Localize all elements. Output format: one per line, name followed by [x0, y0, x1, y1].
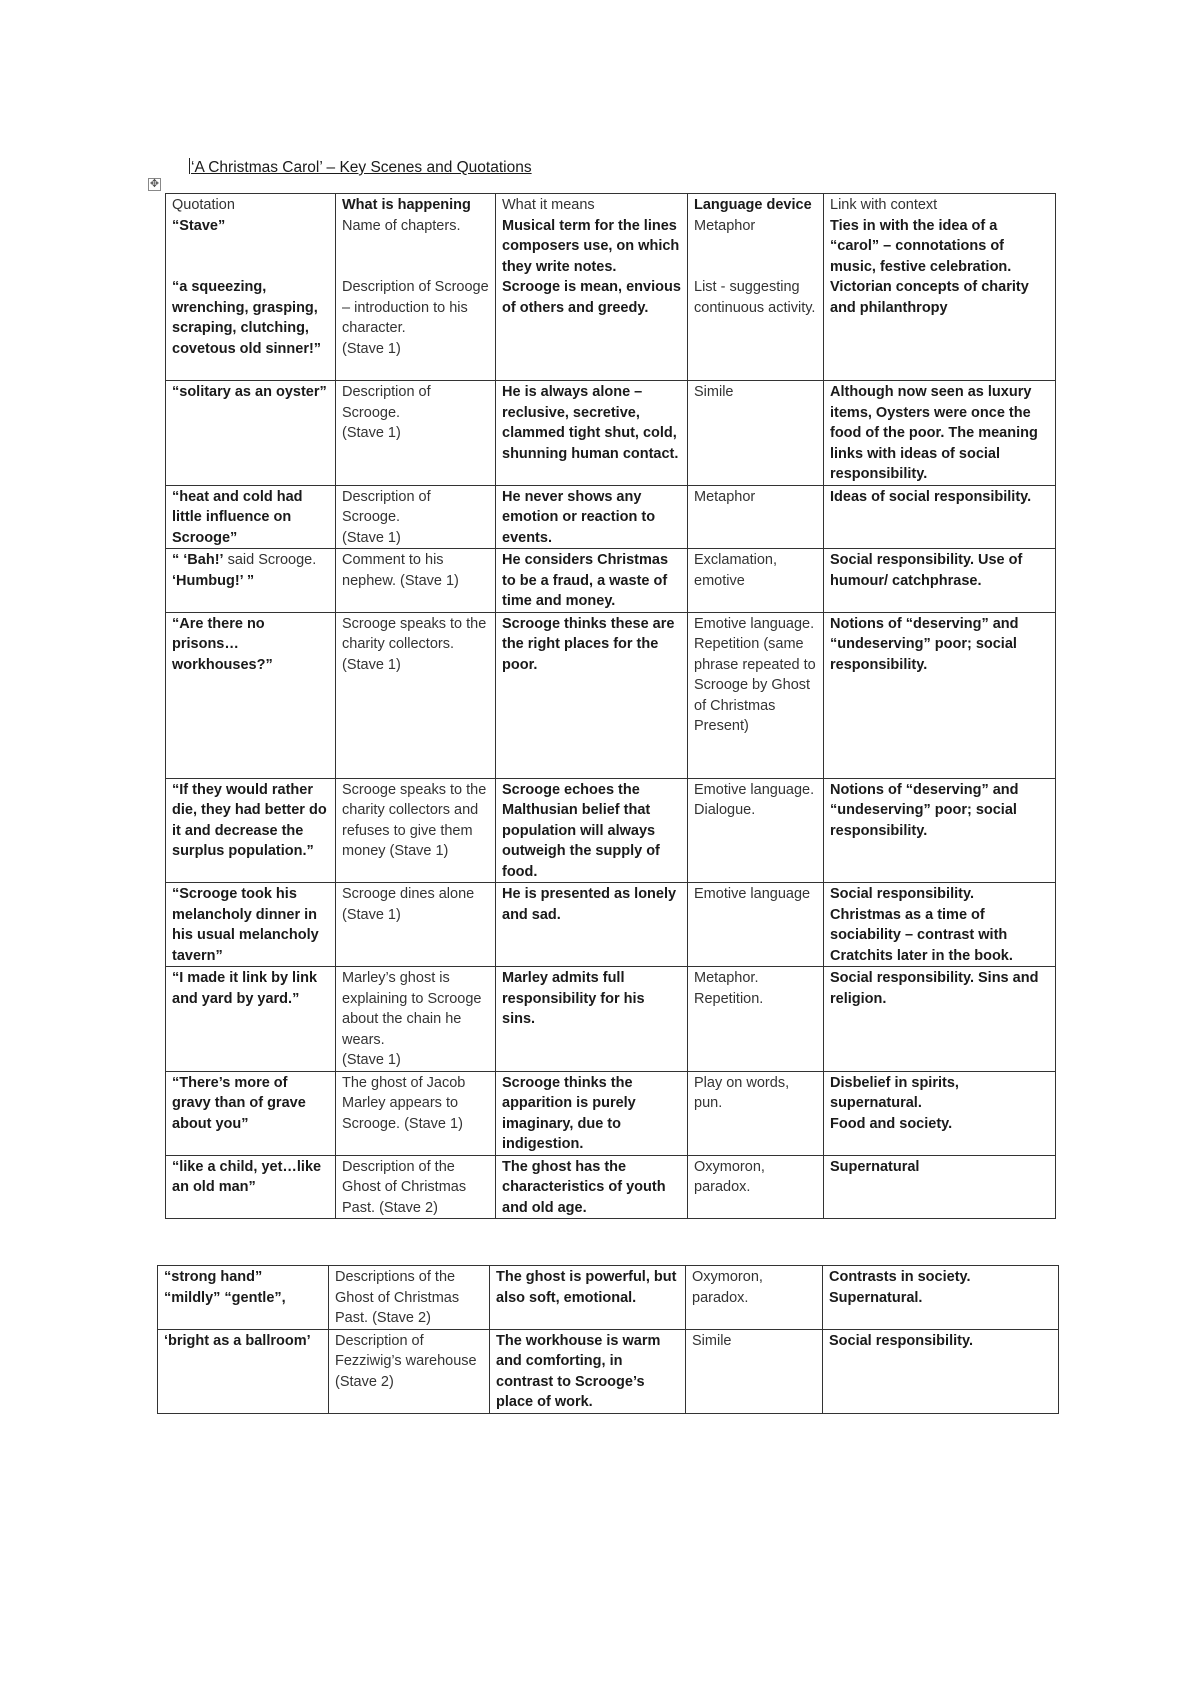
cell-what-it-means[interactable]	[496, 381, 688, 486]
cell-link-with-context[interactable]	[824, 381, 1056, 486]
cell-text-part: What is happening	[342, 197, 471, 213]
cell-text-part: Metaphor List - suggesting continuous activity.	[694, 217, 816, 316]
table-row	[158, 1266, 1059, 1330]
cell-link-with-context[interactable]	[824, 194, 1056, 381]
cell-text: Emotive language	[694, 886, 811, 902]
cell-quotation[interactable]	[158, 1329, 329, 1413]
cell-text-part: Musical term for the lines composers use, on which they write notes. Scrooge is mean, envious of others and greedy.	[502, 217, 681, 316]
cell-text: Social responsibility. Christmas as a time of sociability – contrast with Cratchits later in the book.	[830, 886, 1013, 964]
table-row	[166, 612, 1056, 778]
cell-text: Ideas of social responsibility.	[830, 488, 1032, 505]
cell-language-device[interactable]	[688, 778, 824, 883]
cell-text: “I made it link by link and yard by yard.”	[172, 970, 322, 1007]
cell-text: Social responsibility.	[829, 1332, 973, 1349]
cell-text: Social responsibility. Use of humour/ catchphrase.	[830, 552, 1027, 589]
cell-text: Marley’s ghost is explaining to Scrooge about the chain he wears. (Stave 1)	[342, 970, 482, 1068]
cell-what-it-means[interactable]	[496, 778, 688, 883]
cell-link-with-context[interactable]	[824, 883, 1056, 967]
cell-language-device[interactable]	[688, 1155, 824, 1219]
cell-text: Description of Scrooge. (Stave 1)	[342, 384, 431, 441]
text-cursor	[189, 158, 190, 174]
cell-text: Metaphor	[694, 488, 756, 505]
cell-text: “Are there no prisons… workhouses?”	[172, 615, 273, 673]
cell-text: Simile	[694, 384, 734, 400]
cell-link-with-context[interactable]	[824, 1155, 1056, 1219]
cell-what-is-happening[interactable]	[336, 381, 496, 486]
cell-quotation[interactable]	[166, 1155, 336, 1219]
cell-text: The ghost has the characteristics of youth and old age.	[502, 1158, 670, 1216]
cell-language-device[interactable]	[686, 1266, 823, 1330]
table-row	[166, 967, 1056, 1072]
cell-text-part: “Stave” “a squeezing, wrenching, grasping, scraping, clutching, covetous old sinner!”	[172, 217, 322, 357]
cell-text: The workhouse is warm and comforting, in contrast to Scrooge’s place of work.	[496, 1332, 665, 1410]
cell-text-part: said Scrooge.	[223, 552, 321, 568]
table-row	[166, 549, 1056, 613]
cell-what-it-means[interactable]	[496, 883, 688, 967]
table-row	[166, 883, 1056, 967]
cell-text: Description of Scrooge. (Stave 1)	[342, 488, 431, 546]
cell-text: Descriptions of the Ghost of Christmas Past. (Stave 2)	[335, 1269, 464, 1326]
cell-quotation[interactable]	[166, 612, 336, 778]
cell-what-it-means[interactable]	[496, 485, 688, 549]
cell-what-is-happening[interactable]	[336, 485, 496, 549]
cell-language-device[interactable]	[688, 883, 824, 967]
cell-what-it-means[interactable]	[496, 194, 688, 381]
cell-text: “solitary as an oyster”	[172, 384, 327, 400]
cell-text: Simile	[692, 1332, 732, 1349]
cell-what-it-means[interactable]	[496, 612, 688, 778]
cell-text: He never shows any emotion or reaction to events.	[502, 488, 660, 546]
table-row	[166, 778, 1056, 883]
cell-quotation[interactable]	[158, 1266, 329, 1330]
cell-quotation[interactable]	[166, 194, 336, 381]
cell-text: Exclamation, emotive	[694, 552, 782, 589]
table-row	[166, 1155, 1056, 1219]
cell-language-device[interactable]	[686, 1329, 823, 1413]
cell-text: He considers Christmas to be a fraud, a waste of time and money.	[502, 552, 673, 609]
cell-text: Emotive language. Repetition (same phrase repeated to Scrooge by Ghost of Christmas Present)	[694, 615, 816, 734]
cell-link-with-context[interactable]	[824, 1071, 1056, 1155]
cell-text: Comment to his nephew. (Stave 1)	[342, 552, 459, 589]
cell-what-is-happening[interactable]	[336, 967, 496, 1072]
table-row	[166, 485, 1056, 549]
cell-text: Marley admits full responsibility for his sins.	[502, 970, 649, 1027]
cell-language-device[interactable]	[688, 1071, 824, 1155]
cell-link-with-context[interactable]	[823, 1329, 1059, 1413]
table-body	[166, 194, 1056, 1219]
cell-quotation[interactable]	[166, 1071, 336, 1155]
cell-text: “like a child, yet…like an old man”	[172, 1158, 326, 1195]
cell-text-part: ‘Humbug!’ ”	[172, 572, 255, 589]
cell-text: Disbelief in spirits, supernatural. Food and society.	[830, 1074, 959, 1132]
cell-what-is-happening[interactable]	[329, 1329, 490, 1413]
cell-language-device[interactable]	[688, 549, 824, 613]
table-row	[166, 381, 1056, 486]
cell-text-part: Language device	[694, 197, 812, 213]
cell-quotation[interactable]	[166, 485, 336, 549]
cell-what-is-happening[interactable]	[336, 612, 496, 778]
cell-text: Scrooge thinks the apparition is purely imaginary, due to indigestion.	[502, 1074, 640, 1152]
cell-text: “strong hand” “mildly” “gentle”,	[164, 1269, 286, 1306]
table-body	[158, 1266, 1059, 1414]
cell-text: Oxymoron, paradox.	[694, 1158, 769, 1195]
cell-text: Scrooge speaks to the charity collectors. (Stave 1)	[342, 615, 491, 673]
cell-text: ‘bright as a ballroom’	[164, 1332, 311, 1349]
cell-text: Social responsibility. Sins and religion.	[830, 970, 1043, 1007]
cell-what-is-happening[interactable]	[329, 1266, 490, 1330]
cell-text-part: Name of chapters. Description of Scrooge – introduction to his character. (Stave 1)	[342, 217, 489, 357]
cell-text: Oxymoron, paradox.	[692, 1269, 767, 1306]
document-title	[189, 158, 532, 177]
cell-what-it-means[interactable]	[490, 1329, 686, 1413]
table-row	[166, 1071, 1056, 1155]
cell-quotation[interactable]	[166, 549, 336, 613]
cell-text: Scrooge dines alone (Stave 1)	[342, 886, 479, 923]
table-move-handle-icon[interactable]: ✥	[149, 177, 160, 190]
cell-what-is-happening[interactable]	[336, 549, 496, 613]
cell-text: Contrasts in society. Supernatural.	[829, 1269, 971, 1306]
table-row	[158, 1329, 1059, 1413]
quotations-table-continued	[157, 1265, 1059, 1414]
cell-text-part: “ ‘Bah!’	[172, 552, 224, 568]
cell-what-is-happening[interactable]	[336, 194, 496, 381]
cell-text: “If they would rather die, they had better do it and decrease the surplus population.”	[172, 781, 331, 859]
cell-link-with-context[interactable]	[823, 1266, 1059, 1330]
quotations-table	[165, 193, 1056, 1219]
cell-text: The ghost of Jacob Marley appears to Scrooge. (Stave 1)	[342, 1074, 470, 1132]
cell-text: Notions of “deserving” and “undeserving” poor; social responsibility.	[830, 781, 1023, 839]
cell-text: Supernatural	[830, 1158, 920, 1175]
cell-language-device[interactable]	[688, 612, 824, 778]
cell-what-it-means[interactable]	[496, 1155, 688, 1219]
title-text: ‘A Christmas Carol’ – Key Scenes and Quotations	[191, 159, 532, 176]
cell-what-it-means[interactable]	[496, 549, 688, 613]
cell-language-device[interactable]	[688, 485, 824, 549]
cell-text: Emotive language. Dialogue.	[694, 781, 815, 818]
cell-quotation[interactable]	[166, 778, 336, 883]
cell-language-device[interactable]	[688, 194, 824, 381]
cell-language-device[interactable]	[688, 967, 824, 1072]
cell-quotation[interactable]	[166, 967, 336, 1072]
cell-quotation[interactable]	[166, 883, 336, 967]
cell-text: “There’s more of gravy than of grave about you”	[172, 1074, 310, 1132]
cell-text-part: What it means	[502, 197, 595, 213]
cell-text: Play on words, pun.	[694, 1074, 794, 1111]
cell-text-part: Quotation	[172, 197, 235, 213]
cell-text: He is always alone – reclusive, secretive, clammed tight shut, cold, shunning human contact.	[502, 384, 681, 462]
cell-text: Scrooge echoes the Malthusian belief that population will always outweigh the supply of food.	[502, 781, 664, 880]
cell-what-is-happening[interactable]	[336, 778, 496, 883]
cell-what-is-happening[interactable]	[336, 1155, 496, 1219]
cell-quotation[interactable]	[166, 381, 336, 486]
cell-text: Scrooge thinks these are the right places for the poor.	[502, 615, 679, 673]
cell-what-is-happening[interactable]	[336, 883, 496, 967]
cell-language-device[interactable]	[688, 381, 824, 486]
cell-link-with-context[interactable]	[824, 485, 1056, 549]
cell-text-part: Link with context	[830, 197, 938, 213]
cell-what-is-happening[interactable]	[336, 1071, 496, 1155]
cell-text: Notions of “deserving” and “undeserving” poor; social responsibility.	[830, 615, 1023, 673]
cell-text: “heat and cold had little influence on Scrooge”	[172, 488, 307, 546]
cell-link-with-context[interactable]	[824, 967, 1056, 1072]
cell-text: Metaphor. Repetition.	[694, 970, 764, 1007]
cell-what-it-means[interactable]	[490, 1266, 686, 1330]
cell-link-with-context[interactable]	[824, 549, 1056, 613]
cell-link-with-context[interactable]	[824, 612, 1056, 778]
cell-text: Scrooge speaks to the charity collectors and refuses to give them money (Stave 1)	[342, 781, 491, 859]
cell-text-part: Ties in with the idea of a “carol” – connotations of music, festive celebration. Victorian concepts of charity and philanthropy	[830, 217, 1029, 316]
cell-text: Although now seen as luxury items, Oysters were once the food of the poor. The meaning links with ideas of social responsibility.	[830, 384, 1042, 482]
cell-link-with-context[interactable]	[824, 778, 1056, 883]
cell-text: Description of the Ghost of Christmas Past. (Stave 2)	[342, 1158, 471, 1216]
cell-text: The ghost is powerful, but also soft, emotional.	[496, 1269, 681, 1306]
cell-what-it-means[interactable]	[496, 967, 688, 1072]
cell-text: “Scrooge took his melancholy dinner in his usual melancholy tavern”	[172, 886, 323, 964]
cell-text: He is presented as lonely and sad.	[502, 886, 681, 923]
table-row	[166, 194, 1056, 381]
cell-what-it-means[interactable]	[496, 1071, 688, 1155]
cell-text: Description of Fezziwig’s warehouse (Stave 2)	[335, 1332, 481, 1390]
